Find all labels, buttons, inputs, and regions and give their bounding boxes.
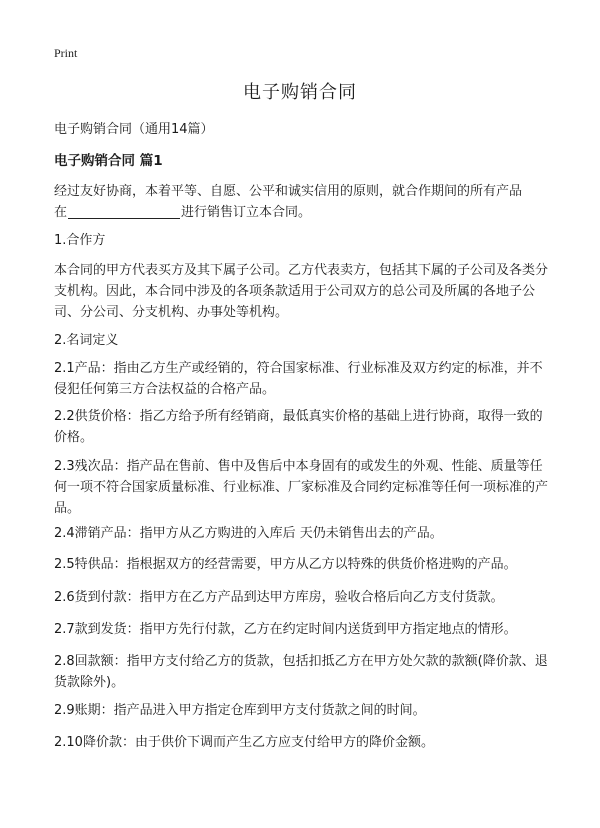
definition-2-9: 2.9账期：指产品进入甲方指定仓库到甲方支付货款之间的时间。 xyxy=(54,703,426,718)
definition-2-4: 2.4滞销产品：指甲方从乙方购进的入库后 天仍未销售出去的产品。 xyxy=(54,526,443,541)
definition-2-1: 2.1产品：指由乙方生产或经销的，符合国家标准、行业标准及双方约定的标准，并不侵犯任何第三方合法权益的合格产品。 xyxy=(54,361,543,397)
clause-1-title: 1.合作方 xyxy=(54,233,106,248)
definition-2-3: 2.3残次品：指产品在售前、售中及售后中本身固有的或发生的外观、性能、质量等任何一项不符合国家质量标准、行业标准、厂家标准及合同约定标准等任何一项标准的产品。 xyxy=(54,459,549,516)
intro-prefix: 在 xyxy=(54,205,68,220)
definition-2-2: 2.2供货价格：指乙方给予所有经销商，最低真实价格的基础上进行协商，取得一致的价格。 xyxy=(54,409,543,445)
print-link[interactable]: Print xyxy=(54,46,78,60)
document-title: 电子购销合同 xyxy=(243,82,357,103)
clause-2-title: 2.名词定义 xyxy=(54,333,119,348)
section-heading: 电子购销合同 篇1 xyxy=(54,153,163,169)
definition-2-7: 2.7款到发货：指甲方先行付款，乙方在约定时间内送货到甲方指定地点的情形。 xyxy=(54,622,517,637)
clause-1-body: 本合同的甲方代表买方及其下属子公司。乙方代表卖方，包括其下属的子公司及各类分支机构。因此，本合同中涉及的各项条款适用于公司双方的总公司及所属的各地子公司、分公司、分支机构、办事处等机构。 xyxy=(54,263,549,320)
definition-2-5: 2.5特供品：指根据双方的经营需要，甲方从乙方以特殊的供货价格进购的产品。 xyxy=(54,557,517,572)
definition-2-10: 2.10降价款：由于供价下调而产生乙方应支付给甲方的降价金额。 xyxy=(54,735,434,750)
intro-paragraph xyxy=(54,181,554,223)
definition-2-6: 2.6货到付款：指甲方在乙方产品到达甲方库房，验收合格后向乙方支付货款。 xyxy=(54,590,504,605)
blank-underline xyxy=(68,204,180,219)
document-subtitle: 电子购销合同（通用14篇） xyxy=(54,122,214,137)
intro-suffix: 进行销售订立本合同。 xyxy=(181,205,312,220)
intro-line-1: 经过友好协商，本着平等、自愿、公平和诚实信用的原则，就合作期间的所有产品 xyxy=(54,184,523,199)
definition-2-8: 2.8回款额：指甲方支付给乙方的货款，包括扣抵乙方在甲方处欠款的款额(降价款、退货款除外)。 xyxy=(54,654,548,690)
